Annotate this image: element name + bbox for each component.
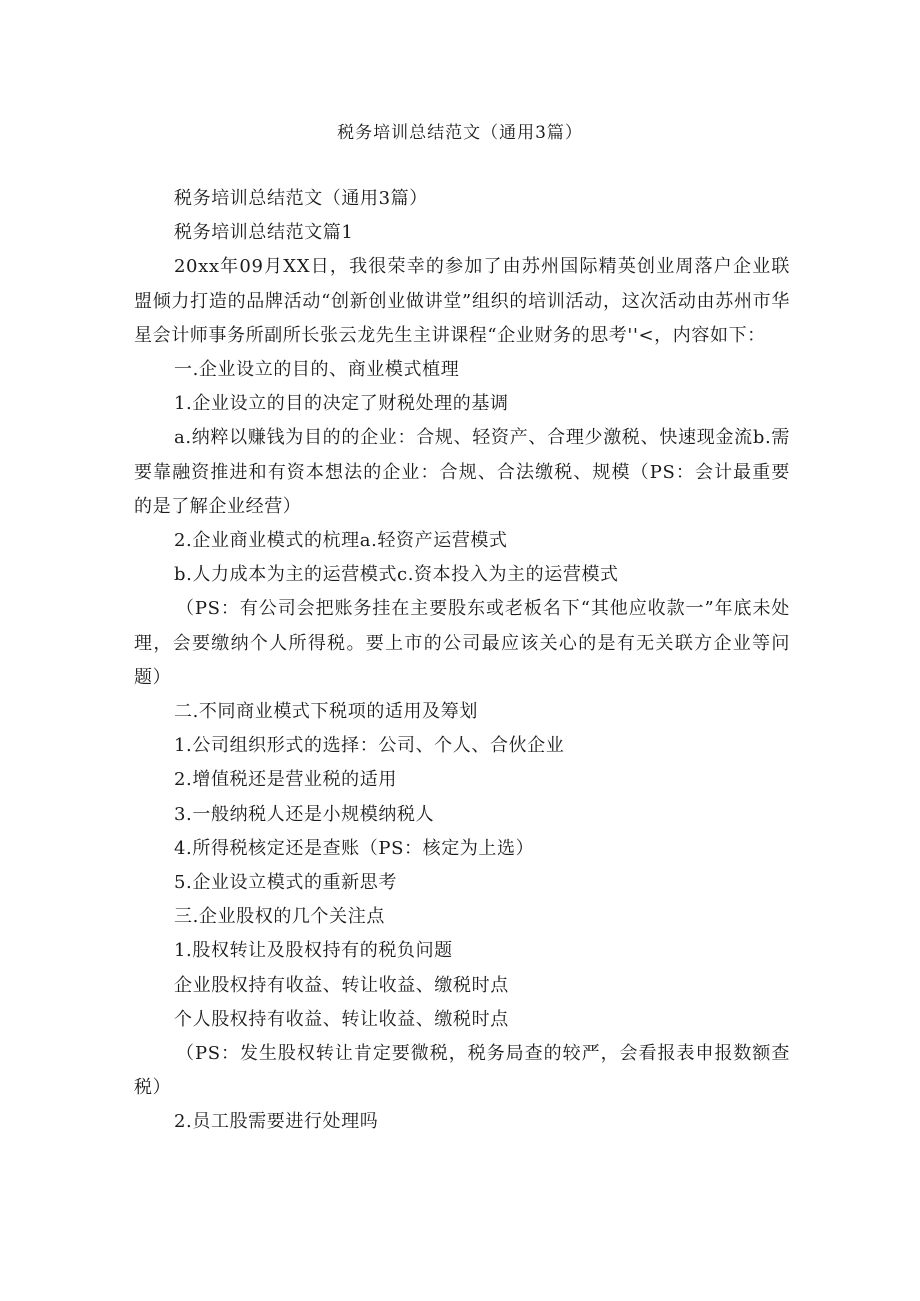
paragraph-heading-1: 一.企业设立的目的、商业模式植理 <box>174 359 460 381</box>
paragraph-item: 1.企业设立的目的决定了财税处理的基调 <box>174 393 509 415</box>
paragraph-item: 4.所得税核定还是查账（PS：核定为上选） <box>174 837 535 859</box>
paragraph-item: 2.员工股需要进行处理吗 <box>174 1111 379 1133</box>
paragraph-item: a.纳粹以赚钱为目的的企业：合规、轻资产、合理少激税、快速现金流b.需要靠融资推进和有资本想法的企业：合规、合法缴税、规模（PS：会计最重要的是了解企业经营） <box>134 427 790 517</box>
document-title: 税务培训总结范文（通用3篇） <box>337 123 583 143</box>
paragraph-item: 1.公司组织形式的选择：公司、个人、合伙企业 <box>174 735 565 757</box>
paragraph-intro: 20xx年09月XX日，我很荣幸的参加了由苏州国际精英创业周落户企业联盟倾力打造的品牌活动“创新创业做讲堂”组织的培训活动，这次活动由苏州市华星会计师事务所副所长张云龙先生主讲课程“企业财务的思考''<，内容如下： <box>134 256 790 346</box>
paragraph-note: （PS：发生股权转让肯定要微税，税务局查的较严，会看报表申报数额查税） <box>134 1043 790 1099</box>
paragraph-item: 1.股权转让及股权持有的税负问题 <box>174 940 453 962</box>
paragraph-note: （PS：有公司会把账务挂在主要股东或老板名下“其他应收款一”年底未处理，会要缴纳个人所得税。要上市的公司最应该关心的是有无关联方企业等问题） <box>134 598 790 688</box>
document-body <box>134 182 790 1140</box>
paragraph-subtitle: 税务培训总结范文（通用3篇） <box>174 188 428 209</box>
paragraph-heading-2: 二.不同商业模式下税项的适用及筹划 <box>174 701 478 723</box>
paragraph-heading-3: 三.企业股权的几个关注点 <box>174 906 385 928</box>
paragraph-item: 个人股权持有收益、转让收益、缴税时点 <box>174 1008 509 1030</box>
paragraph-item: 3.一般纳税人还是小规模纳税人 <box>174 803 435 825</box>
paragraph-item: 5.企业设立模式的重新思考 <box>174 872 397 894</box>
paragraph-item: 2.企业商业模式的杭理a.轻资产运营模式 <box>174 530 508 552</box>
paragraph-section-heading: 税务培训总结范文篇1 <box>174 222 354 244</box>
paragraph-item: b.人力成本为主的运营模式c.资本投入为主的运营模式 <box>174 564 619 586</box>
paragraph-item: 企业股权持有收益、转让收益、缴税时点 <box>174 974 509 996</box>
paragraph-item: 2.增值税还是营业税的适用 <box>174 769 397 791</box>
